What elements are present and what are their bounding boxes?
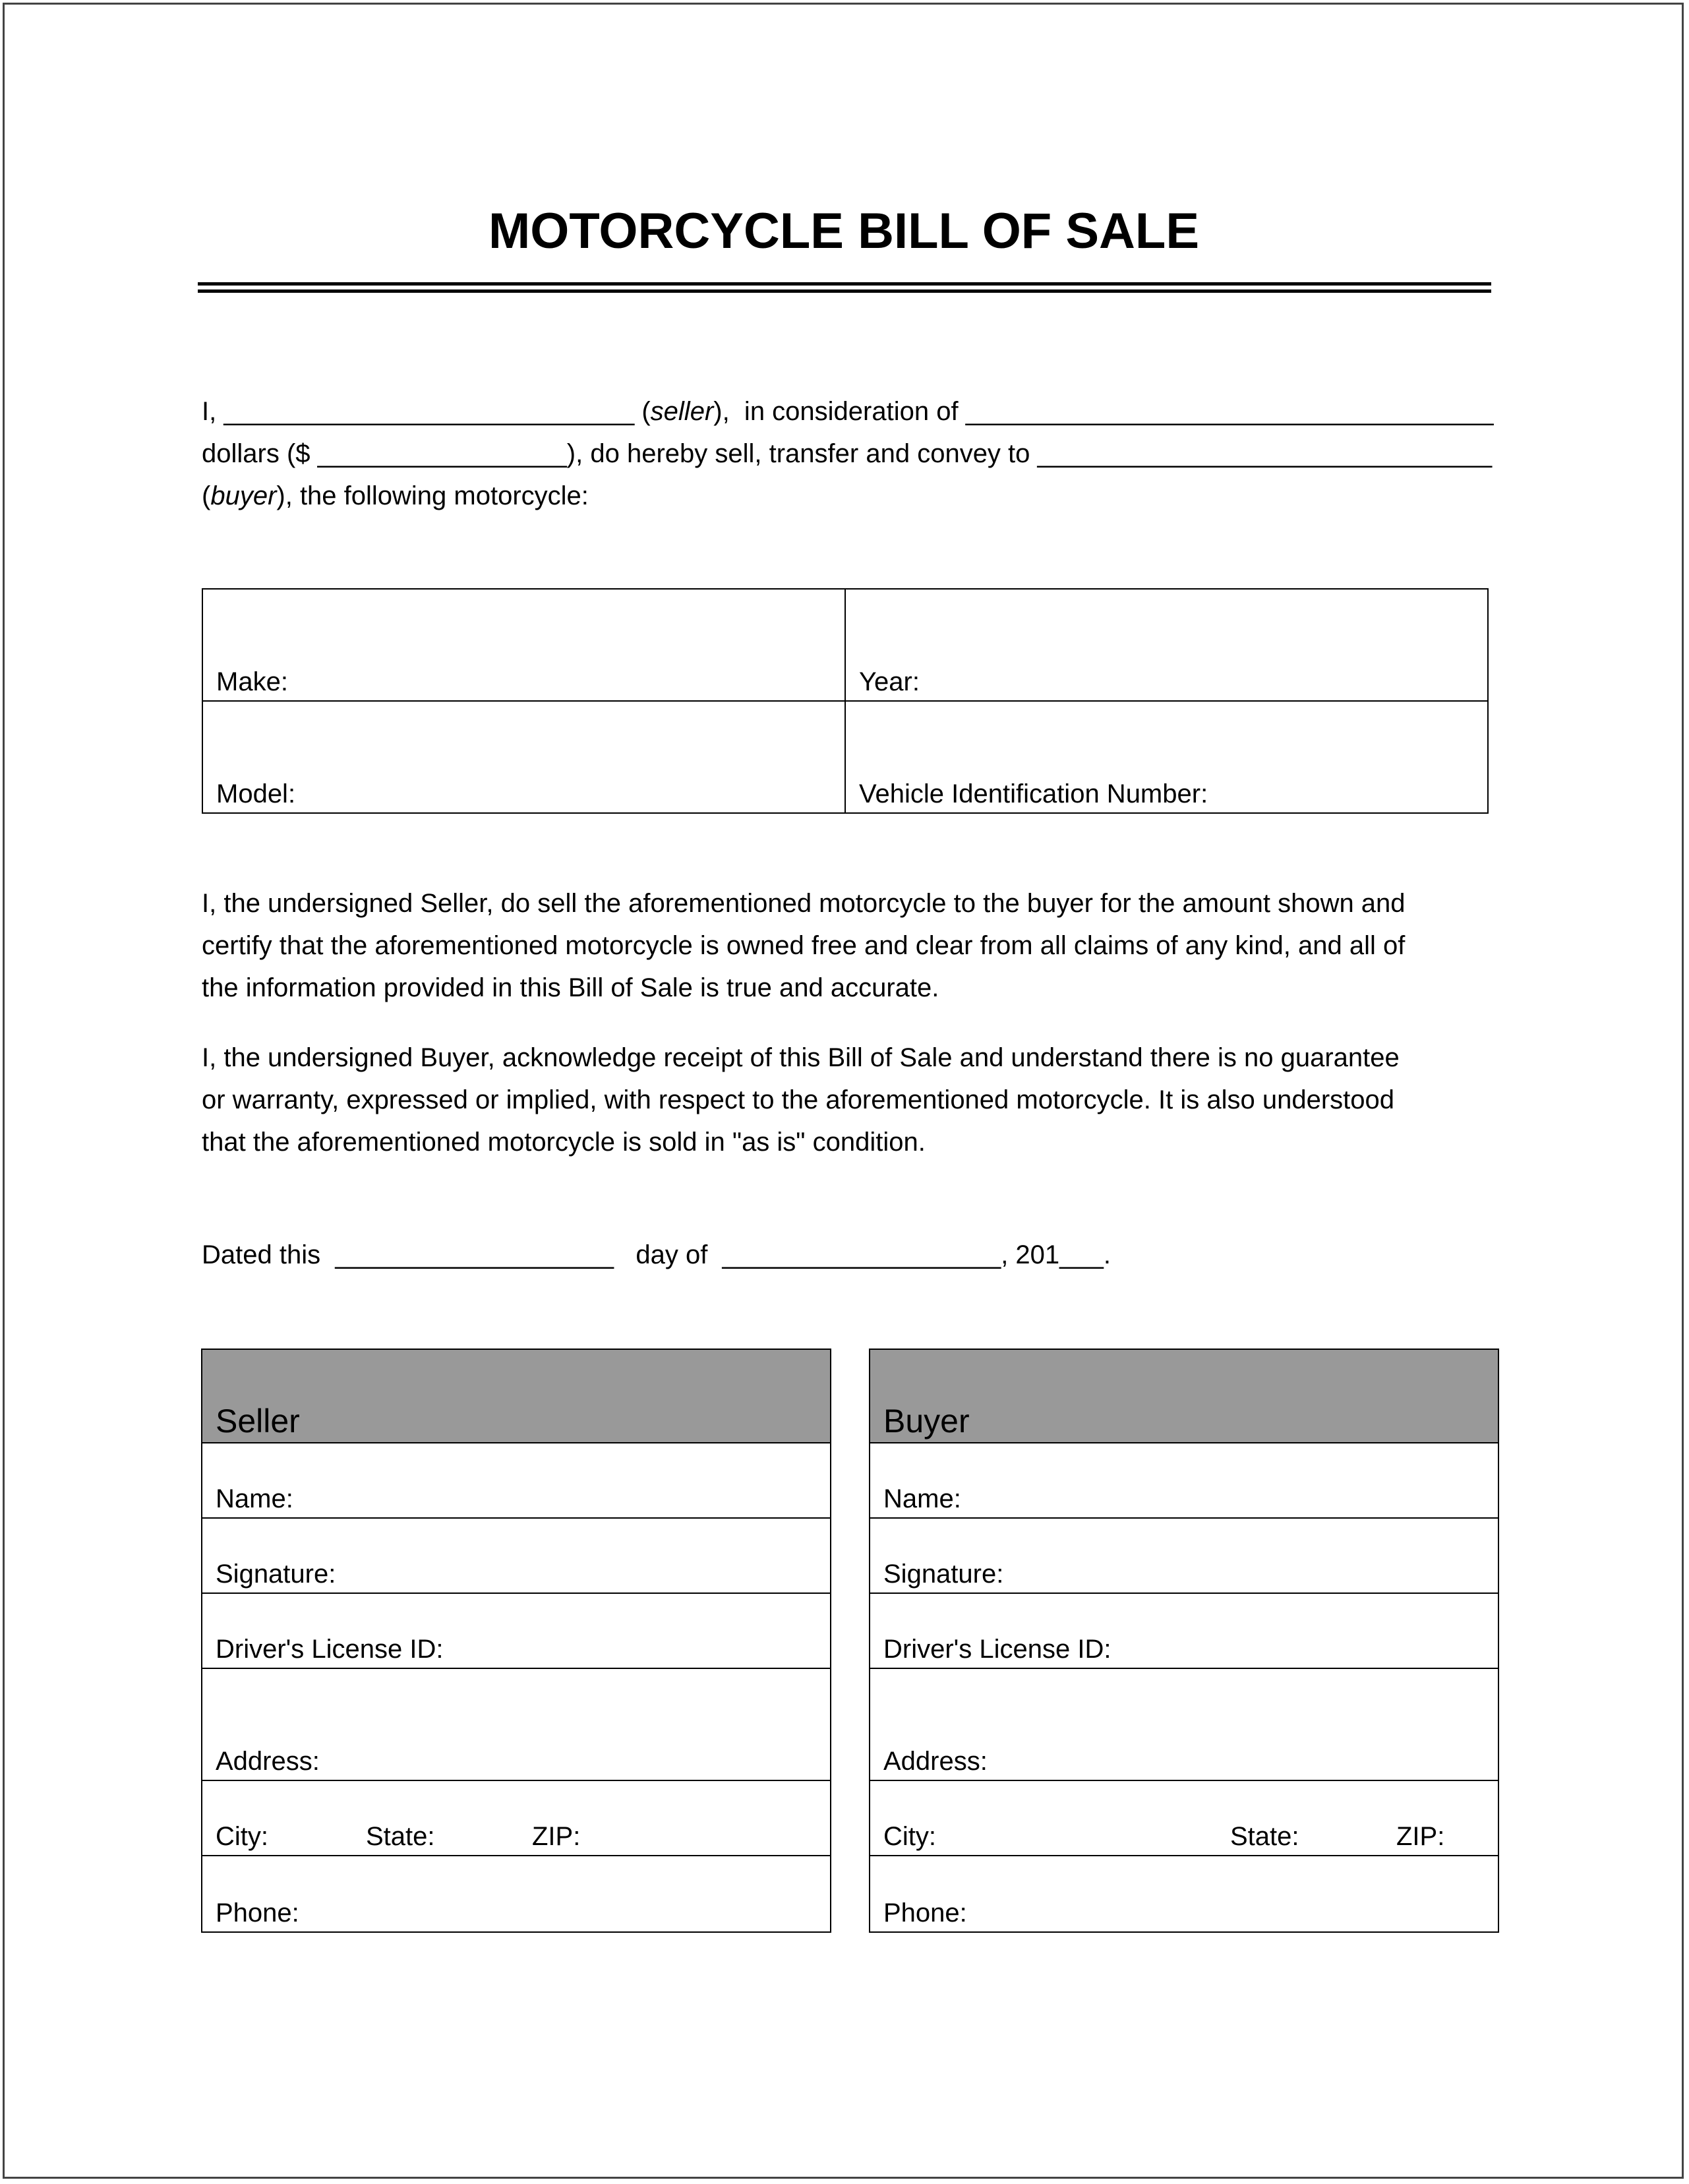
buyer-box [869, 1349, 1499, 1933]
buyer-header [870, 1350, 1498, 1443]
vin-label: Vehicle Identification Number: [859, 779, 1208, 808]
buyer-license-label: Driver's License ID: [883, 1635, 1111, 1664]
buyer-term: buyer [210, 481, 277, 510]
buyer-zip-label: ZIP: [1396, 1822, 1445, 1851]
title-rule-top [198, 282, 1491, 286]
seller-cert-line-2: certify that the aforementioned motorcycle is owned free and clear from all claims of any kind, and all of [202, 931, 1406, 960]
seller-signature-label: Signature: [216, 1560, 336, 1589]
year-field[interactable] [845, 589, 1488, 701]
seller-city-state-zip-field[interactable] [202, 1781, 830, 1856]
intro-line-1: I, ____________________________ (seller), in consideration of ____________________________________ [202, 397, 1494, 426]
buyer-ack-line-1: I, the undersigned Buyer, acknowledge receipt of this Bill of Sale and understand there is no guarantee [202, 1043, 1400, 1072]
intro-line-2: dollars ($ _________________), do hereby sell, transfer and convey to _______________________________ [202, 439, 1493, 468]
make-label: Make: [216, 667, 288, 696]
buyer-signature-field[interactable] [870, 1519, 1498, 1594]
buyer-phone-label: Phone: [883, 1898, 967, 1927]
title-double-rule [198, 282, 1491, 293]
title-rule-bottom [198, 289, 1491, 293]
buyer-name-field[interactable] [870, 1443, 1498, 1519]
seller-phone-field[interactable] [202, 1856, 830, 1931]
model-field[interactable] [202, 701, 845, 813]
buyer-header-label: Buyer [883, 1403, 970, 1440]
buyer-address-field[interactable] [870, 1669, 1498, 1781]
dated-text[interactable]: Dated this ___________________ day of ___________________, 201___. [202, 1240, 1111, 1269]
seller-license-label: Driver's License ID: [216, 1635, 444, 1664]
buyer-city-state-zip-field[interactable] [870, 1781, 1498, 1856]
vehicle-details-table [202, 588, 1489, 814]
seller-signature-field[interactable] [202, 1519, 830, 1594]
year-label: Year: [859, 667, 920, 696]
buyer-signature-label: Signature: [883, 1560, 1004, 1589]
buyer-ack-line-2: or warranty, expressed or implied, with respect to the aforementioned motorcycle. It is also understood [202, 1085, 1395, 1114]
model-label: Model: [216, 779, 296, 808]
seller-cert-line-1: I, the undersigned Seller, do sell the aforementioned motorcycle to the buyer for the amount shown and [202, 889, 1406, 918]
document-title: MOTORCYCLE BILL OF SALE [488, 203, 1200, 259]
buyer-ack-line-3: that the aforementioned motorcycle is sold in "as is" condition. [202, 1128, 926, 1157]
seller-certification-paragraph [202, 882, 1494, 1009]
intro-paragraph [202, 390, 1494, 517]
buyer-license-field[interactable] [870, 1594, 1498, 1669]
buyer-state-label: State: [1230, 1822, 1299, 1851]
seller-header-label: Seller [216, 1403, 300, 1440]
seller-address-label: Address: [216, 1747, 320, 1776]
seller-city-label: City: [216, 1822, 268, 1851]
seller-license-field[interactable] [202, 1594, 830, 1669]
seller-address-field[interactable] [202, 1669, 830, 1781]
seller-zip-label: ZIP: [532, 1822, 581, 1851]
buyer-name-label: Name: [883, 1484, 961, 1513]
seller-term: seller [650, 397, 714, 426]
seller-phone-label: Phone: [216, 1898, 299, 1927]
seller-name-label: Name: [216, 1484, 293, 1513]
seller-header [202, 1350, 830, 1443]
buyer-acknowledgement-paragraph [202, 1037, 1494, 1163]
buyer-city-label: City: [883, 1822, 936, 1851]
buyer-address-label: Address: [883, 1747, 988, 1776]
intro-line-3: (buyer), the following motorcycle: [202, 481, 589, 510]
buyer-phone-field[interactable] [870, 1856, 1498, 1931]
vin-field[interactable] [845, 701, 1488, 813]
seller-cert-line-3: the information provided in this Bill of Sale is true and accurate. [202, 973, 939, 1002]
seller-name-field[interactable] [202, 1443, 830, 1519]
seller-box [201, 1349, 831, 1933]
make-field[interactable] [202, 589, 845, 701]
dated-line [202, 1234, 1494, 1276]
seller-state-label: State: [366, 1822, 435, 1851]
